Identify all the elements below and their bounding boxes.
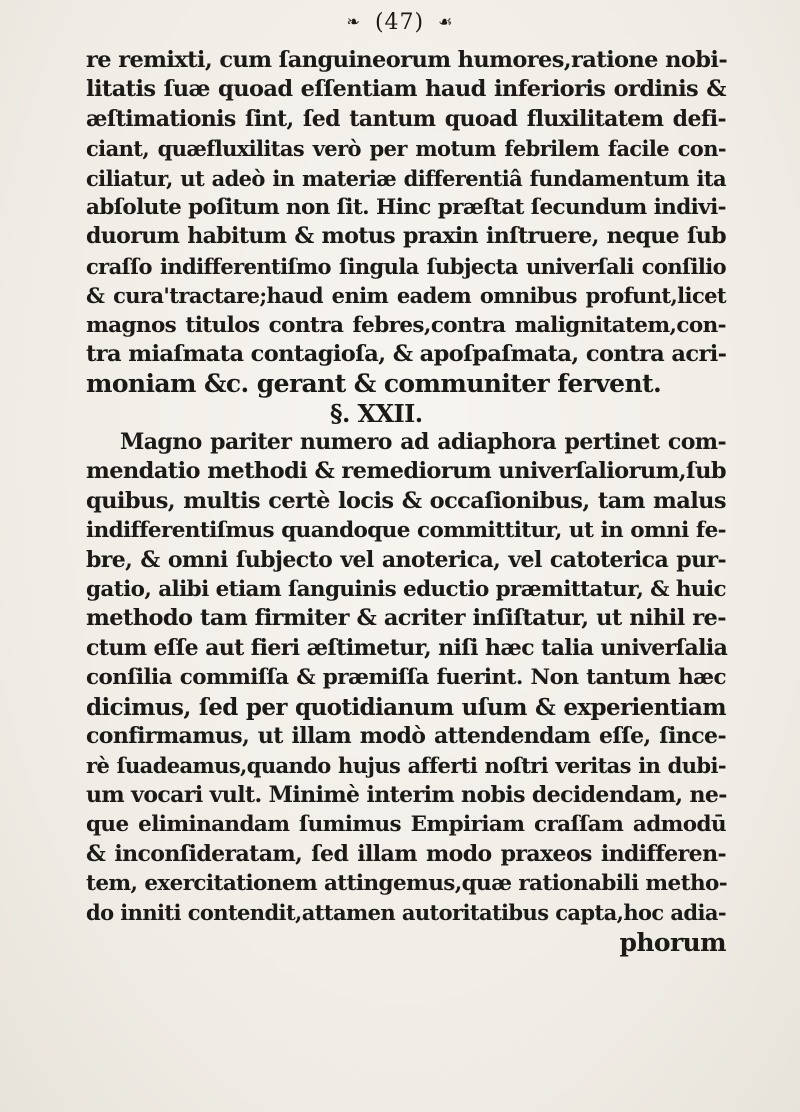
right-ornament-icon: ☙ <box>438 12 454 31</box>
text-line: que eliminandam ſumimus Empiriam craſſam admodū <box>86 812 726 838</box>
text-line: quibus, multis certè locis & occaſionibus, tam malus <box>86 487 726 514</box>
text-line: ctum eſſe aut fieri æſtimetur, niſi hæc talia univerſalia <box>86 634 728 661</box>
text-line: tra miaſmata contagioſa, & apoſpaſmata, contra acri- <box>86 340 727 367</box>
body-text <box>86 46 726 957</box>
section-heading: §. XXII. <box>330 398 423 428</box>
text-line: Magno pariter numero ad adiaphora pertinet com- <box>120 429 726 456</box>
text-line: methodo tam firmiter & acriter inſiſtatur, ut nihil re- <box>86 605 726 632</box>
text-line: litatis ſuæ quoad eſſentiam haud inferioris ordinis & <box>86 76 726 103</box>
text-line: dicimus, ſed per quotidianum uſum & experientiam <box>86 693 726 721</box>
catchword: phorum <box>619 927 726 957</box>
text-line: conſilia commiſſa & præmiſſa fuerint. Non tantum hæc <box>86 665 726 691</box>
text-line: magnos titulos contra febres,contra malignitatem,con- <box>86 312 726 338</box>
text-line: duorum habitum & motus praxin inſtruere, neque ſub <box>86 223 726 250</box>
text-line: & cura'tractare;haud enim eadem omnibus profunt,licet <box>86 283 726 309</box>
text-line: tem, exercitationem attingemus,quæ rationabili metho- <box>86 870 728 896</box>
text-line: um vocari vult. Minimè interim nobis decidendam, ne- <box>86 781 727 808</box>
text-line: ciant, quæfluxilitas verò per motum febrilem facile con- <box>86 136 726 162</box>
text-line: moniam &c. gerant & communiter fervent. <box>86 369 662 399</box>
text-line: do inniti contendit,attamen autoritatibus capta,hoc adia- <box>86 900 726 926</box>
text-line: confirmamus, ut illam modò attendendam eſſe, ſince- <box>86 722 726 749</box>
text-line: abſolute poſitum non ſit. Hinc præſtat ſecundum indivi- <box>86 194 726 220</box>
text-line: re remixti, cum ſanguineorum humores,ratione nobi- <box>86 47 728 73</box>
text-line: æſtimationis ſint, ſed tantum quoad fluxilitatem defi- <box>86 105 726 132</box>
left-ornament-icon: ❧ <box>346 12 361 31</box>
text-line: ciliatur, ut adeò in materiæ differentiâ fundamentum ita <box>86 165 726 191</box>
text-line: craſſo indifferentiſmo ſingula ſubjecta univerſali conſilio <box>86 253 726 279</box>
text-line: mendatio methodi & remediorum univerſaliorum,ſub <box>86 458 726 485</box>
text-line: indifferentiſmus quandoque committitur, ut in omni fe- <box>86 518 726 544</box>
text-line: & inconſideratam, ſed illam modo praxeos indifferen- <box>86 840 726 867</box>
page-number: (47) <box>374 10 425 35</box>
text-line: rè ſuadeamus,quando hujus afferti noſtri veritas in dubi- <box>86 753 726 779</box>
text-line: bre, & omni ſubjecto vel anoterica, vel catoterica pur- <box>86 546 726 573</box>
page-header <box>0 10 800 35</box>
text-line: gatio, alibi etiam ſanguinis eductio præmittatur, & huic <box>86 577 726 603</box>
